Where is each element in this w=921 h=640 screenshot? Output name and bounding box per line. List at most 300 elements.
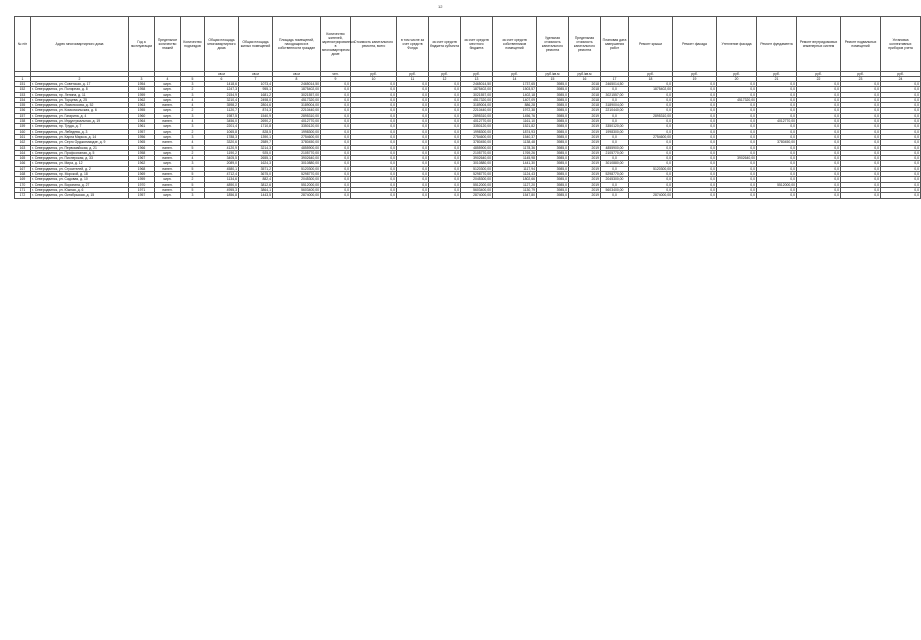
table-cell: 0,0 — [757, 92, 797, 97]
column-header: Предельная стоимость капитального ремонта — [569, 17, 601, 72]
column-header: в том числе за счет средств Фонда — [397, 17, 429, 72]
table-cell: 1120,7 — [205, 108, 239, 113]
table-cell: 0,0 — [797, 182, 841, 187]
table-cell: 4120,9 — [205, 145, 239, 150]
capital-repair-table — [14, 16, 921, 199]
table-cell: 3985,0 — [537, 103, 569, 108]
table-cell: 161 — [15, 134, 31, 139]
table-cell: 0,0 — [717, 193, 757, 198]
table-cell: 0,0 — [601, 97, 629, 102]
table-cell: 0,0 — [321, 129, 351, 134]
table-cell: 2210440,00 — [273, 108, 321, 113]
unit-cell: руб. — [629, 72, 673, 77]
table-cell: 0,0 — [797, 177, 841, 182]
table-cell: 1127,20 — [493, 182, 537, 187]
table-row — [15, 193, 921, 198]
table-cell: 3985,0 — [537, 97, 569, 102]
table-cell: 2018 — [569, 97, 601, 102]
table-cell: 1964 — [129, 119, 155, 124]
table-cell: 0,0 — [629, 108, 673, 113]
table-cell: 1130,79 — [493, 187, 537, 192]
table-cell: 0,0 — [601, 113, 629, 118]
table-cell: 3985,0 — [537, 145, 569, 150]
table-cell: 0,0 — [351, 177, 397, 182]
table-cell: 0,0 — [397, 119, 429, 124]
table-cell: 0,0 — [757, 134, 797, 139]
page-number: 12 — [438, 4, 443, 9]
table-cell: 3598,2 — [205, 103, 239, 108]
unit-cell: руб. — [493, 72, 537, 77]
table-cell: 0,0 — [429, 177, 461, 182]
table-cell: г. Северодвинск, ул. Пионерская, д. 33 — [31, 156, 129, 161]
table-cell: 0,0 — [629, 187, 673, 192]
table-cell: 5298770,00 — [601, 172, 629, 177]
unit-cell: кв.м — [205, 72, 239, 77]
unit-cell: руб. — [673, 72, 717, 77]
table-cell: 4 — [181, 103, 205, 108]
table-cell: кирп. — [155, 97, 181, 102]
table-cell: 0,0 — [629, 124, 673, 129]
table-cell: 4 — [181, 140, 205, 145]
table-cell: 3985,0 — [537, 172, 569, 177]
table-cell: 1178,36 — [493, 145, 537, 150]
table-cell: 3 — [181, 193, 205, 198]
table-cell: 0,0 — [397, 187, 429, 192]
table-cell: 3985,0 — [537, 187, 569, 192]
table-cell: 0,0 — [429, 92, 461, 97]
table-cell: 0,0 — [351, 140, 397, 145]
column-number: 13 — [461, 77, 493, 82]
table-cell: 3985,0 — [537, 156, 569, 161]
table-cell: 5298770,00 — [461, 172, 493, 177]
table-cell: кирп. — [155, 150, 181, 155]
table-cell: 3985,0 — [537, 150, 569, 155]
table-cell: 4855900,00 — [601, 145, 629, 150]
table-cell: г. Северодвинск, ул. Гагарина, д. 4 — [31, 113, 129, 118]
table-cell: 153 — [15, 92, 31, 97]
table-cell: 3985,0 — [537, 129, 569, 134]
table-cell: г. Северодвинск, ул. Воронина, д. 27 — [31, 182, 129, 187]
table-cell: 0,0 — [673, 119, 717, 124]
table-cell: 0,0 — [321, 182, 351, 187]
table-cell: кирп. — [155, 92, 181, 97]
table-cell: 3 — [181, 92, 205, 97]
table-cell: 0,0 — [841, 134, 881, 139]
table-cell: 1418,6 — [205, 82, 239, 87]
table-cell: 0,0 — [673, 156, 717, 161]
table-cell: 0,0 — [629, 97, 673, 102]
table-cell: 0,0 — [881, 82, 921, 87]
table-cell: 0,0 — [797, 172, 841, 177]
table-cell: 2045300,00 — [273, 177, 321, 182]
table-cell: 5120300,00 — [273, 166, 321, 171]
table-cell: кирп. — [155, 124, 181, 129]
table-cell: 1875402,00 — [461, 87, 493, 92]
table-cell: г. Северодвинск, ул. Серго Орджоникидзе, д. 9 — [31, 140, 129, 145]
table-cell: 0,0 — [429, 187, 461, 192]
table-cell: 0,0 — [397, 156, 429, 161]
column-number: 5 — [181, 77, 205, 82]
table-cell: г. Северодвинск, ул. Карла Маркса, д. 14 — [31, 134, 129, 139]
table-cell: г. Северодвинск, ул. Садовая, д. 10 — [31, 177, 129, 182]
table-cell: 2019 — [569, 150, 601, 155]
table-cell: 1957 — [129, 129, 155, 134]
table-cell: 3902640,00 — [273, 156, 321, 161]
table-cell: 0,0 — [629, 150, 673, 155]
table-cell: 0,0 — [757, 166, 797, 171]
table-cell: 0,0 — [797, 193, 841, 198]
table-cell: 0,0 — [351, 156, 397, 161]
table-cell: 1969 — [129, 172, 155, 177]
table-cell: 0,0 — [717, 145, 757, 150]
table-cell: 0,0 — [351, 134, 397, 139]
table-cell: 2019 — [569, 145, 601, 150]
table-cell: 0,0 — [717, 113, 757, 118]
table-cell: 0,0 — [797, 124, 841, 129]
table-cell: г. Северодвинск, ул. Полярная, д. 8 — [31, 87, 129, 92]
table-cell: 2019 — [569, 182, 601, 187]
table-cell: 3780450,00 — [273, 140, 321, 145]
table-cell: 0,0 — [797, 166, 841, 171]
table-cell: 0,0 — [797, 140, 841, 145]
table-cell: кирп. — [155, 161, 181, 166]
table-cell: 170 — [15, 182, 31, 187]
table-cell: 0,0 — [673, 92, 717, 97]
table-cell: 1138,48 — [493, 140, 537, 145]
table-cell: 4890,0 — [205, 182, 239, 187]
table-cell: 2895310,00 — [629, 113, 673, 118]
table-cell: 0,0 — [841, 172, 881, 177]
column-header: Количество жителей, зарегистрированных в многоквартирном доме — [321, 17, 351, 72]
column-header: Удельная стоимость капитального ремонта — [537, 17, 569, 72]
table-cell: 0,0 — [757, 129, 797, 134]
table-cell: 0,0 — [351, 145, 397, 150]
table-cell: 0,0 — [397, 145, 429, 150]
table-cell: 0,0 — [351, 82, 397, 87]
table-cell: 0,0 — [673, 87, 717, 92]
column-number: 21 — [757, 77, 797, 82]
table-cell: 3 — [181, 134, 205, 139]
table-cell: панел. — [155, 172, 181, 177]
table-cell: 0,0 — [397, 103, 429, 108]
table-cell: 4 — [181, 119, 205, 124]
column-header: Ремонт фундамента — [757, 17, 797, 72]
table-cell: 5 — [181, 172, 205, 177]
table-cell: 5120300,00 — [629, 166, 673, 171]
table-cell: 2018 — [569, 103, 601, 108]
table-cell: 0,0 — [673, 140, 717, 145]
table-cell: 0,0 — [881, 87, 921, 92]
table-cell: 0,0 — [429, 113, 461, 118]
table-cell: 0,0 — [321, 119, 351, 124]
column-header: Площадь помещений, находящихся в собственности граждан — [273, 17, 321, 72]
table-cell: 5120300,00 — [461, 166, 493, 171]
table-cell: 0,0 — [717, 150, 757, 155]
table-cell: 0,0 — [629, 129, 673, 134]
table-cell: 828,5 — [239, 129, 273, 134]
table-cell: 1402,18 — [493, 92, 537, 97]
column-header: Год а эксплуатации — [129, 17, 155, 72]
table-cell: 1124,43 — [493, 172, 537, 177]
table-cell: 0,0 — [841, 119, 881, 124]
table-cell: 0,0 — [351, 92, 397, 97]
table-cell: 0,0 — [629, 119, 673, 124]
table-cell: 3189004,00 — [461, 103, 493, 108]
table-cell: 0,0 — [321, 87, 351, 92]
column-number: 9 — [321, 77, 351, 82]
table-cell: 0,0 — [321, 134, 351, 139]
table-cell: 0,0 — [601, 140, 629, 145]
table-cell: 0,0 — [717, 108, 757, 113]
table-cell: 0,0 — [797, 119, 841, 124]
table-cell: 0,0 — [351, 87, 397, 92]
table-cell: 0,0 — [841, 87, 881, 92]
table-cell: 874,3 — [239, 108, 273, 113]
table-cell: 3985,0 — [537, 113, 569, 118]
table-cell: 5298770,00 — [273, 172, 321, 177]
table-cell: 1856,8 — [205, 193, 239, 198]
table-cell: 5512000,00 — [461, 182, 493, 187]
table-cell: 2154,9 — [205, 92, 239, 97]
table-cell: 0,0 — [673, 166, 717, 171]
table-cell: 0,0 — [841, 82, 881, 87]
table-cell: г. Северодвинск, пр. Ленина, д. 11 — [31, 92, 129, 97]
table-cell: 2754600,00 — [629, 134, 673, 139]
table-cell: 0,0 — [757, 172, 797, 177]
table-cell: 0,0 — [881, 103, 921, 108]
table-cell: 0,0 — [429, 182, 461, 187]
column-number: 17 — [601, 77, 629, 82]
table-cell: 2874000,00 — [461, 193, 493, 198]
column-number: 19 — [673, 77, 717, 82]
table-cell: 3189004,00 — [273, 103, 321, 108]
table-cell: 0,0 — [429, 87, 461, 92]
unit-cell: кв.м — [239, 72, 273, 77]
table-cell: 2465014,50 — [273, 82, 321, 87]
table-cell: 0,0 — [397, 177, 429, 182]
table-cell: г. Северодвинск, ул. Строителей, д. 2 — [31, 166, 129, 171]
table-cell: 1963 — [129, 103, 155, 108]
table-cell: 0,0 — [841, 124, 881, 129]
table-cell: 160 — [15, 129, 31, 134]
table-cell: 0,0 — [797, 92, 841, 97]
table-cell: 3985,0 — [537, 166, 569, 171]
table-cell: 1956 — [129, 134, 155, 139]
table-cell: 1962 — [129, 161, 155, 166]
table-cell: кирп. — [155, 177, 181, 182]
table-cell: 0,0 — [797, 82, 841, 87]
table-cell: 2655,1 — [239, 156, 273, 161]
unit-cell: руб. — [461, 72, 493, 77]
table-cell: 2019 — [569, 129, 601, 134]
table-cell: 0,0 — [397, 129, 429, 134]
table-cell: 0,0 — [881, 134, 921, 139]
table-cell: 158 — [15, 119, 31, 124]
table-cell: панел. — [155, 187, 181, 192]
column-header: Общая площадь жилых помещений — [239, 17, 273, 72]
table-cell: 1959 — [129, 177, 155, 182]
column-header: за счет средств бюджета субъекта — [429, 17, 461, 72]
table-cell: 1998300,00 — [273, 129, 321, 134]
table-cell: 4517320,00 — [461, 97, 493, 102]
table-cell: 5 — [181, 145, 205, 150]
table-cell: 0,0 — [429, 124, 461, 129]
table-cell: 3214,3 — [239, 145, 273, 150]
table-cell: 0,0 — [797, 113, 841, 118]
table-cell: 1959 — [129, 92, 155, 97]
table-cell: 0,0 — [321, 140, 351, 145]
table-cell: панел. — [155, 119, 181, 124]
table-cell: 1966 — [129, 145, 155, 150]
table-cell: 3571,2 — [239, 166, 273, 171]
table-cell: 1802,66 — [493, 177, 537, 182]
table-cell: 0,0 — [321, 124, 351, 129]
table-cell: панел. — [155, 156, 181, 161]
table-cell: 2498,0 — [239, 97, 273, 102]
table-cell: г. Северодвинск, ул. Советская, д. 17 — [31, 82, 129, 87]
unit-cell: руб. — [429, 72, 461, 77]
table-cell: 0,0 — [881, 187, 921, 192]
table-cell: 0,0 — [351, 103, 397, 108]
table-cell: 0,0 — [881, 182, 921, 187]
table-cell: 3985,0 — [537, 87, 569, 92]
table-cell: 0,0 — [429, 161, 461, 166]
table-cell: 2754600,00 — [461, 134, 493, 139]
table-cell: 0,0 — [841, 145, 881, 150]
table-cell: 0,0 — [841, 97, 881, 102]
table-cell: г. Северодвинск, ул. Лебедева, д. 3 — [31, 129, 129, 134]
table-cell: 886,28 — [493, 103, 537, 108]
table-cell: 1247,3 — [205, 87, 239, 92]
table-cell: 0,0 — [757, 187, 797, 192]
table-cell: 0,0 — [757, 97, 797, 102]
table-cell: 0,0 — [673, 97, 717, 102]
table-cell: 2019 — [569, 124, 601, 129]
table-cell: 3985,0 — [537, 177, 569, 182]
table-cell: 168 — [15, 172, 31, 177]
unit-cell: руб. — [351, 72, 397, 77]
table-cell: 0,0 — [397, 134, 429, 139]
table-cell: г. Северодвинск, ул. Ломоносова, д. 52 — [31, 103, 129, 108]
table-cell: 0,0 — [397, 124, 429, 129]
table-cell: 0,0 — [429, 119, 461, 124]
table-cell: 167 — [15, 166, 31, 171]
column-number: 4 — [155, 77, 181, 82]
table-cell: 0,0 — [429, 134, 461, 139]
table-cell: 0,0 — [397, 92, 429, 97]
table-cell: 1971 — [129, 187, 155, 192]
table-cell: кирп. — [155, 108, 181, 113]
table-cell: 2 — [181, 150, 205, 155]
table-cell: 5 — [181, 187, 205, 192]
table-cell: 0,0 — [717, 140, 757, 145]
table-cell: 0,0 — [841, 182, 881, 187]
unit-cell: кв.м — [273, 72, 321, 77]
table-cell: 0,0 — [757, 156, 797, 161]
table-cell: 2019 — [569, 113, 601, 118]
table-cell: 0,0 — [397, 166, 429, 171]
table-cell: 0,0 — [841, 193, 881, 198]
table-cell: 0,0 — [673, 187, 717, 192]
table-cell: 4 — [181, 97, 205, 102]
table-cell: панел. — [155, 145, 181, 150]
table-cell: 1998300,00 — [601, 129, 629, 134]
table-cell: кирп. — [155, 87, 181, 92]
table-cell: 0,0 — [321, 145, 351, 150]
table-cell: 2105770,00 — [461, 150, 493, 155]
table-cell: 0,0 — [351, 150, 397, 155]
table-cell: 0,0 — [881, 113, 921, 118]
table-cell: 3010880,00 — [273, 161, 321, 166]
table-cell: 0,0 — [321, 193, 351, 198]
column-number: 22 — [797, 77, 841, 82]
table-cell: 2 — [181, 129, 205, 134]
table-cell: 3985,0 — [537, 161, 569, 166]
unit-cell: руб. — [757, 72, 797, 77]
table-cell: 0,0 — [673, 182, 717, 187]
table-cell: г. Северодвинск, ул. Мира, д. 12 — [31, 161, 129, 166]
table-cell: 0,0 — [351, 187, 397, 192]
column-header: Ремонт подвальных помещений — [841, 17, 881, 72]
column-number: 14 — [493, 77, 537, 82]
table-cell: панел. — [155, 166, 181, 171]
table-cell: 0,0 — [841, 177, 881, 182]
table-cell: 1961 — [129, 124, 155, 129]
table-cell: 0,0 — [429, 156, 461, 161]
table-cell: 0,0 — [397, 113, 429, 118]
unit-cell: руб. — [717, 72, 757, 77]
table-cell: 0,0 — [717, 172, 757, 177]
table-cell: 2045300,00 — [461, 177, 493, 182]
table-cell: 1962 — [129, 97, 155, 102]
table-cell: 1441,30 — [493, 161, 537, 166]
table-cell: 0,0 — [841, 113, 881, 118]
table-cell: 0,0 — [717, 166, 757, 171]
table-cell: 4855900,00 — [273, 145, 321, 150]
table-cell: 0,0 — [797, 187, 841, 192]
table-cell: 3350120,00 — [273, 124, 321, 129]
table-cell: 0,0 — [351, 161, 397, 166]
table-cell: 0,0 — [629, 145, 673, 150]
table-cell: 1972,38 — [493, 108, 537, 113]
unit-cell: руб./кв.м — [537, 72, 569, 77]
table-cell: 0,0 — [797, 156, 841, 161]
table-cell: 3902640,00 — [461, 156, 493, 161]
table-cell: 2 — [181, 177, 205, 182]
table-cell: 1547,80 — [493, 193, 537, 198]
column-header: Количество подъездов — [181, 17, 205, 72]
table-cell: 1970 — [129, 182, 155, 187]
table-cell: 166 — [15, 161, 31, 166]
table-cell: 3010880,00 — [461, 161, 493, 166]
table-cell: 2019 — [569, 140, 601, 145]
column-header: Плановая дата завершения работ — [601, 17, 629, 72]
table-cell: 3985,0 — [537, 124, 569, 129]
table-cell: 0,0 — [351, 172, 397, 177]
table-cell: 2465014,50 — [461, 82, 493, 87]
column-number: 2 — [31, 77, 129, 82]
table-cell: 3780450,00 — [461, 140, 493, 145]
table-cell: 3985,0 — [537, 140, 569, 145]
table-cell: 1073,4 — [239, 82, 273, 87]
table-cell: 0,0 — [629, 182, 673, 187]
table-cell: 0,0 — [717, 134, 757, 139]
table-cell: 0,0 — [757, 193, 797, 198]
table-body — [15, 82, 921, 199]
table-cell: 1954 — [129, 82, 155, 87]
table-cell: 0,0 — [629, 156, 673, 161]
table-cell: 0,0 — [717, 187, 757, 192]
